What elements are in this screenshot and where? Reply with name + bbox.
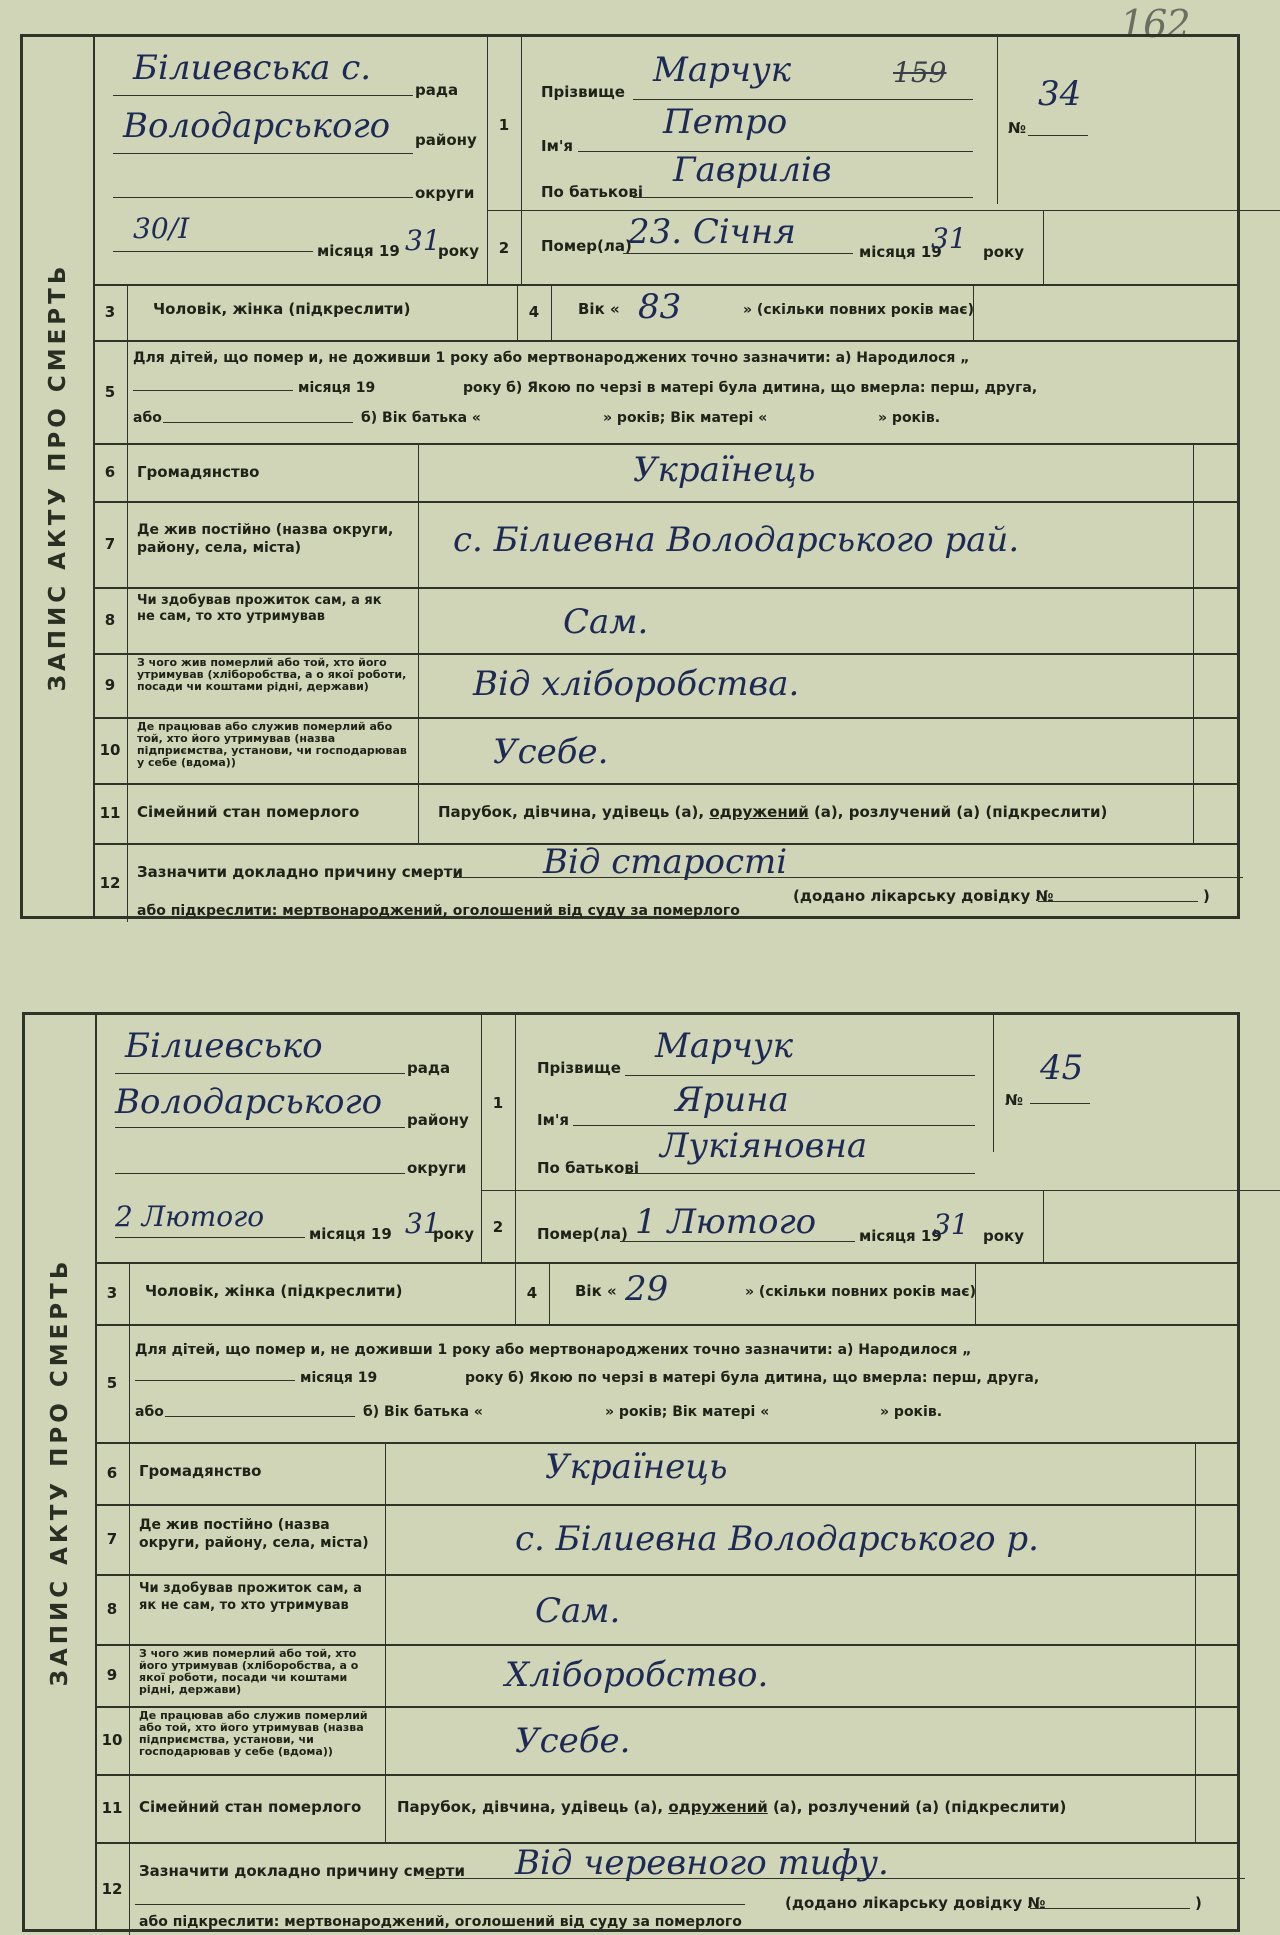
children-line-2-tail: року б) Якою по черзі в матері була дитина, що вмерла: перш, друга, [463,380,1038,396]
rayon-label: району [415,131,477,149]
children-line-3-c: » років; Вік матері « [603,410,768,426]
residence-value: с. Білиевна Володарського р. [515,1519,1039,1559]
row-marital [93,783,1237,845]
surname-label: Прізвище [537,1059,621,1077]
marital-options [438,803,1107,821]
children-line-3-d: » років. [880,1404,943,1420]
occupation-label: З чого жив померлий або той, хто його утримував (хліборобства, а о якої роботи, посади чи коштами рідні, держави) [139,1647,359,1696]
row-number-8: 8 [95,1574,130,1644]
row-number-7: 7 [95,1504,130,1574]
row-workplace [93,717,1237,785]
workplace-value: Усебе. [515,1721,631,1761]
cert-label: (додано лікарську довідку № [785,1894,1046,1912]
rayon-label: району [407,1111,469,1129]
children-line-1: Для дітей, що помер и, не доживши 1 року або мертвонароджених точно зазначити: а) Народилося „ [133,350,970,366]
patronymic-label: По батькові [537,1159,639,1177]
row-number-12: 12 [95,1842,130,1935]
record-number-value: 45 [1040,1048,1084,1088]
children-line-3-d: » років. [878,410,941,426]
death-label: Помер(ла) [537,1225,628,1243]
surname-label: Прізвище [541,83,625,101]
sex-label: Чоловік, жінка (підкреслити) [153,300,411,318]
citizenship-value: Українець [545,1447,728,1487]
sex-label: Чоловік, жінка (підкреслити) [145,1282,403,1300]
vertical-title-text: ЗАПИС АКТУ ПРО СМЕРТЬ [47,1257,73,1687]
occupation-value: Від хліборобства. [473,664,800,704]
death-record-2 [22,1012,1240,1932]
rayon-value: Володарського [115,1082,383,1122]
residence-label: Де жив постійно (назва округи, району, села, міста) [139,1517,369,1551]
children-line-3-a: або [135,1404,164,1420]
row-number-6: 6 [93,443,128,501]
row-number-3: 3 [93,284,128,340]
livelihood-value: Сам. [535,1591,621,1631]
row-number-4: 4 [517,284,552,340]
cause-value: Від черевного тифу. [515,1843,889,1883]
children-line-2-tail: року б) Якою по черзі в матері була дитина, що вмерла: перш, друга, [465,1370,1040,1386]
age-label: Вік « [578,300,620,318]
cert-end: ) [1195,1894,1202,1912]
children-line-3-b: б) Вік батька « [363,1404,483,1420]
row-children [95,1324,1237,1444]
rada-value: Білиевська с. [133,48,372,88]
marital-selected: одружений [668,1798,768,1816]
age-tail: » (скільки повних років має) [745,1284,977,1300]
row-citizenship [95,1442,1237,1506]
row-workplace [95,1706,1237,1776]
occupation-value: Хліборобство. [505,1655,769,1695]
row-livelihood [95,1574,1237,1646]
stillborn-label: або підкреслити: мертвонароджений, оголошений від суду за померлого [139,1914,742,1930]
surname-value: Марчук [653,50,792,90]
death-roku-label: року [983,243,1025,261]
name-label: Ім'я [541,137,574,155]
patronymic-value: Лукіяновна [660,1126,868,1166]
marital-label: Сімейний стан померлого [139,1798,362,1816]
reg-day-value: 30/І [133,212,190,245]
reg-year-value: 31 [405,1207,441,1240]
occupation-label: З чого жив померлий або той, хто його утримував (хліборобства, а о якої роботи, посади чи коштами рідні, держави) [137,656,407,693]
name-value: Петро [663,102,788,142]
children-line-3-a: або [133,410,162,426]
row-number-11: 11 [95,1774,130,1842]
children-line-1: Для дітей, що помер и, не доживши 1 року або мертвонароджених точно зазначити: а) Народилося „ [135,1342,972,1358]
row-residence [93,501,1237,589]
row-number-4: 4 [515,1262,550,1324]
reg-day-value: 2 Лютого [115,1200,265,1233]
row-number-9: 9 [95,1644,130,1706]
marital-selected: одружений [709,803,809,821]
death-record-1 [20,34,1240,919]
residence-value: с. Білиевна Володарського рай. [453,520,1020,560]
cause-label: Зазначити докладно причину смерти [139,1862,465,1880]
citizenship-label: Громадянство [139,1462,262,1480]
citizenship-label: Громадянство [137,463,260,481]
reg-roku-label: року [433,1225,475,1243]
rada-label: рада [407,1059,451,1077]
row-number-5: 5 [93,340,128,443]
rada-label: рада [415,81,459,99]
row-sex-age [93,284,1237,342]
marital-options-part-2: (а), розлучений (а) (підкреслити) [808,803,1108,821]
row-number-10: 10 [93,717,128,783]
row-residence [95,1504,1237,1576]
record-number-value: 34 [1038,74,1082,114]
row-occupation [95,1644,1237,1708]
header-block [93,37,1237,286]
row-livelihood [93,587,1237,655]
row-number-1: 1 [481,1015,516,1190]
age-value: 29 [625,1269,669,1309]
row-cause [95,1842,1237,1935]
cause-label: Зазначити докладно причину смерти [137,863,463,881]
row-number-2: 2 [481,1192,516,1262]
row-number-6: 6 [95,1442,130,1504]
row-number-2: 2 [487,212,522,284]
death-month-label: місяця 19 [859,243,942,261]
surname-value: Марчук [655,1026,794,1066]
rayon-value: Володарського [123,106,391,146]
row-children [93,340,1237,445]
marital-label: Сімейний стан померлого [137,803,360,821]
row-number-9: 9 [93,653,128,717]
okruha-label: округи [407,1159,467,1177]
workplace-label: Де працював або служив померлий або той, хто його утримував (назва підприємства, установи, чи господарював у себе (вдома)) [137,720,407,769]
marital-options-part-1: Парубок, дівчина, удівець (а), [397,1798,669,1816]
patronymic-label: По батькові [541,183,643,201]
surname-extra: 159 [893,56,947,89]
row-number-7: 7 [93,501,128,587]
reg-year-value: 31 [405,224,441,257]
number-label: № [1008,119,1027,137]
workplace-value: Усебе. [493,732,609,772]
age-tail: » (скільки повних років має) [743,302,975,318]
row-number-5: 5 [95,1324,130,1442]
row-number-3: 3 [95,1262,130,1324]
age-value: 83 [638,287,682,327]
marital-options [397,1798,1066,1816]
patronymic-value: Гаврилів [673,150,832,190]
vertical-title [23,37,95,916]
okruha-label: округи [415,184,475,202]
number-label: № [1005,1091,1024,1109]
cause-value: Від старості [543,842,788,882]
death-month-label: місяця 19 [859,1227,942,1245]
livelihood-label: Чи здобував прожиток сам, а як не сам, то хто утримував [139,1581,362,1613]
row-number-10: 10 [95,1706,130,1774]
name-label: Ім'я [537,1111,570,1129]
death-year-value: 31 [933,1208,969,1241]
citizenship-value: Українець [633,450,816,490]
reg-roku-label: року [438,242,480,260]
livelihood-value: Сам. [563,602,649,642]
children-line-2-mid: місяця 19 [300,1370,378,1386]
row-marital [95,1774,1237,1844]
row-number-12: 12 [93,843,128,922]
children-line-2-mid: місяця 19 [298,380,376,396]
vertical-title-text: ЗАПИС АКТУ ПРО СМЕРТЬ [45,262,71,691]
reg-month-label: місяця 19 [317,242,400,260]
reg-month-label: місяця 19 [309,1225,392,1243]
header-block [95,1015,1237,1264]
page-stamp: 162 [1120,2,1190,46]
residence-label: Де жив постійно (назва округи, району, села, міста) [137,522,394,556]
row-number-11: 11 [93,783,128,843]
age-label: Вік « [575,1282,617,1300]
children-line-3-c: » років; Вік матері « [605,1404,770,1420]
death-year-value: 31 [931,222,967,255]
cert-label: (додано лікарську довідку № [793,887,1054,905]
row-occupation [93,653,1237,719]
row-sex-age [95,1262,1237,1326]
row-cause [93,843,1237,922]
cert-end: ) [1203,887,1210,905]
rada-value: Білиевсько [125,1026,323,1066]
row-number-1: 1 [487,37,522,212]
children-line-3-b: б) Вік батька « [361,410,481,426]
death-label: Помер(ла) [541,237,632,255]
stillborn-label: або підкреслити: мертвонароджений, оголошений від суду за померлого [137,903,740,919]
death-day-value: 23. Січня [628,212,796,252]
marital-options-part-1: Парубок, дівчина, удівець (а), [438,803,710,821]
vertical-title [25,1015,97,1929]
death-day-value: 1 Лютого [635,1202,817,1242]
marital-options-part-2: (а), розлучений (а) (підкреслити) [767,1798,1067,1816]
workplace-label: Де працював або служив померлий або той, хто його утримував (назва підприємства, установи, чи господарював у себе (вдома)) [139,1709,368,1758]
row-citizenship [93,443,1237,503]
name-value: Ярина [675,1080,789,1120]
livelihood-label: Чи здобував прожиток сам, а як не сам, то хто утримував [137,593,382,624]
row-number-8: 8 [93,587,128,653]
death-roku-label: року [983,1227,1025,1245]
